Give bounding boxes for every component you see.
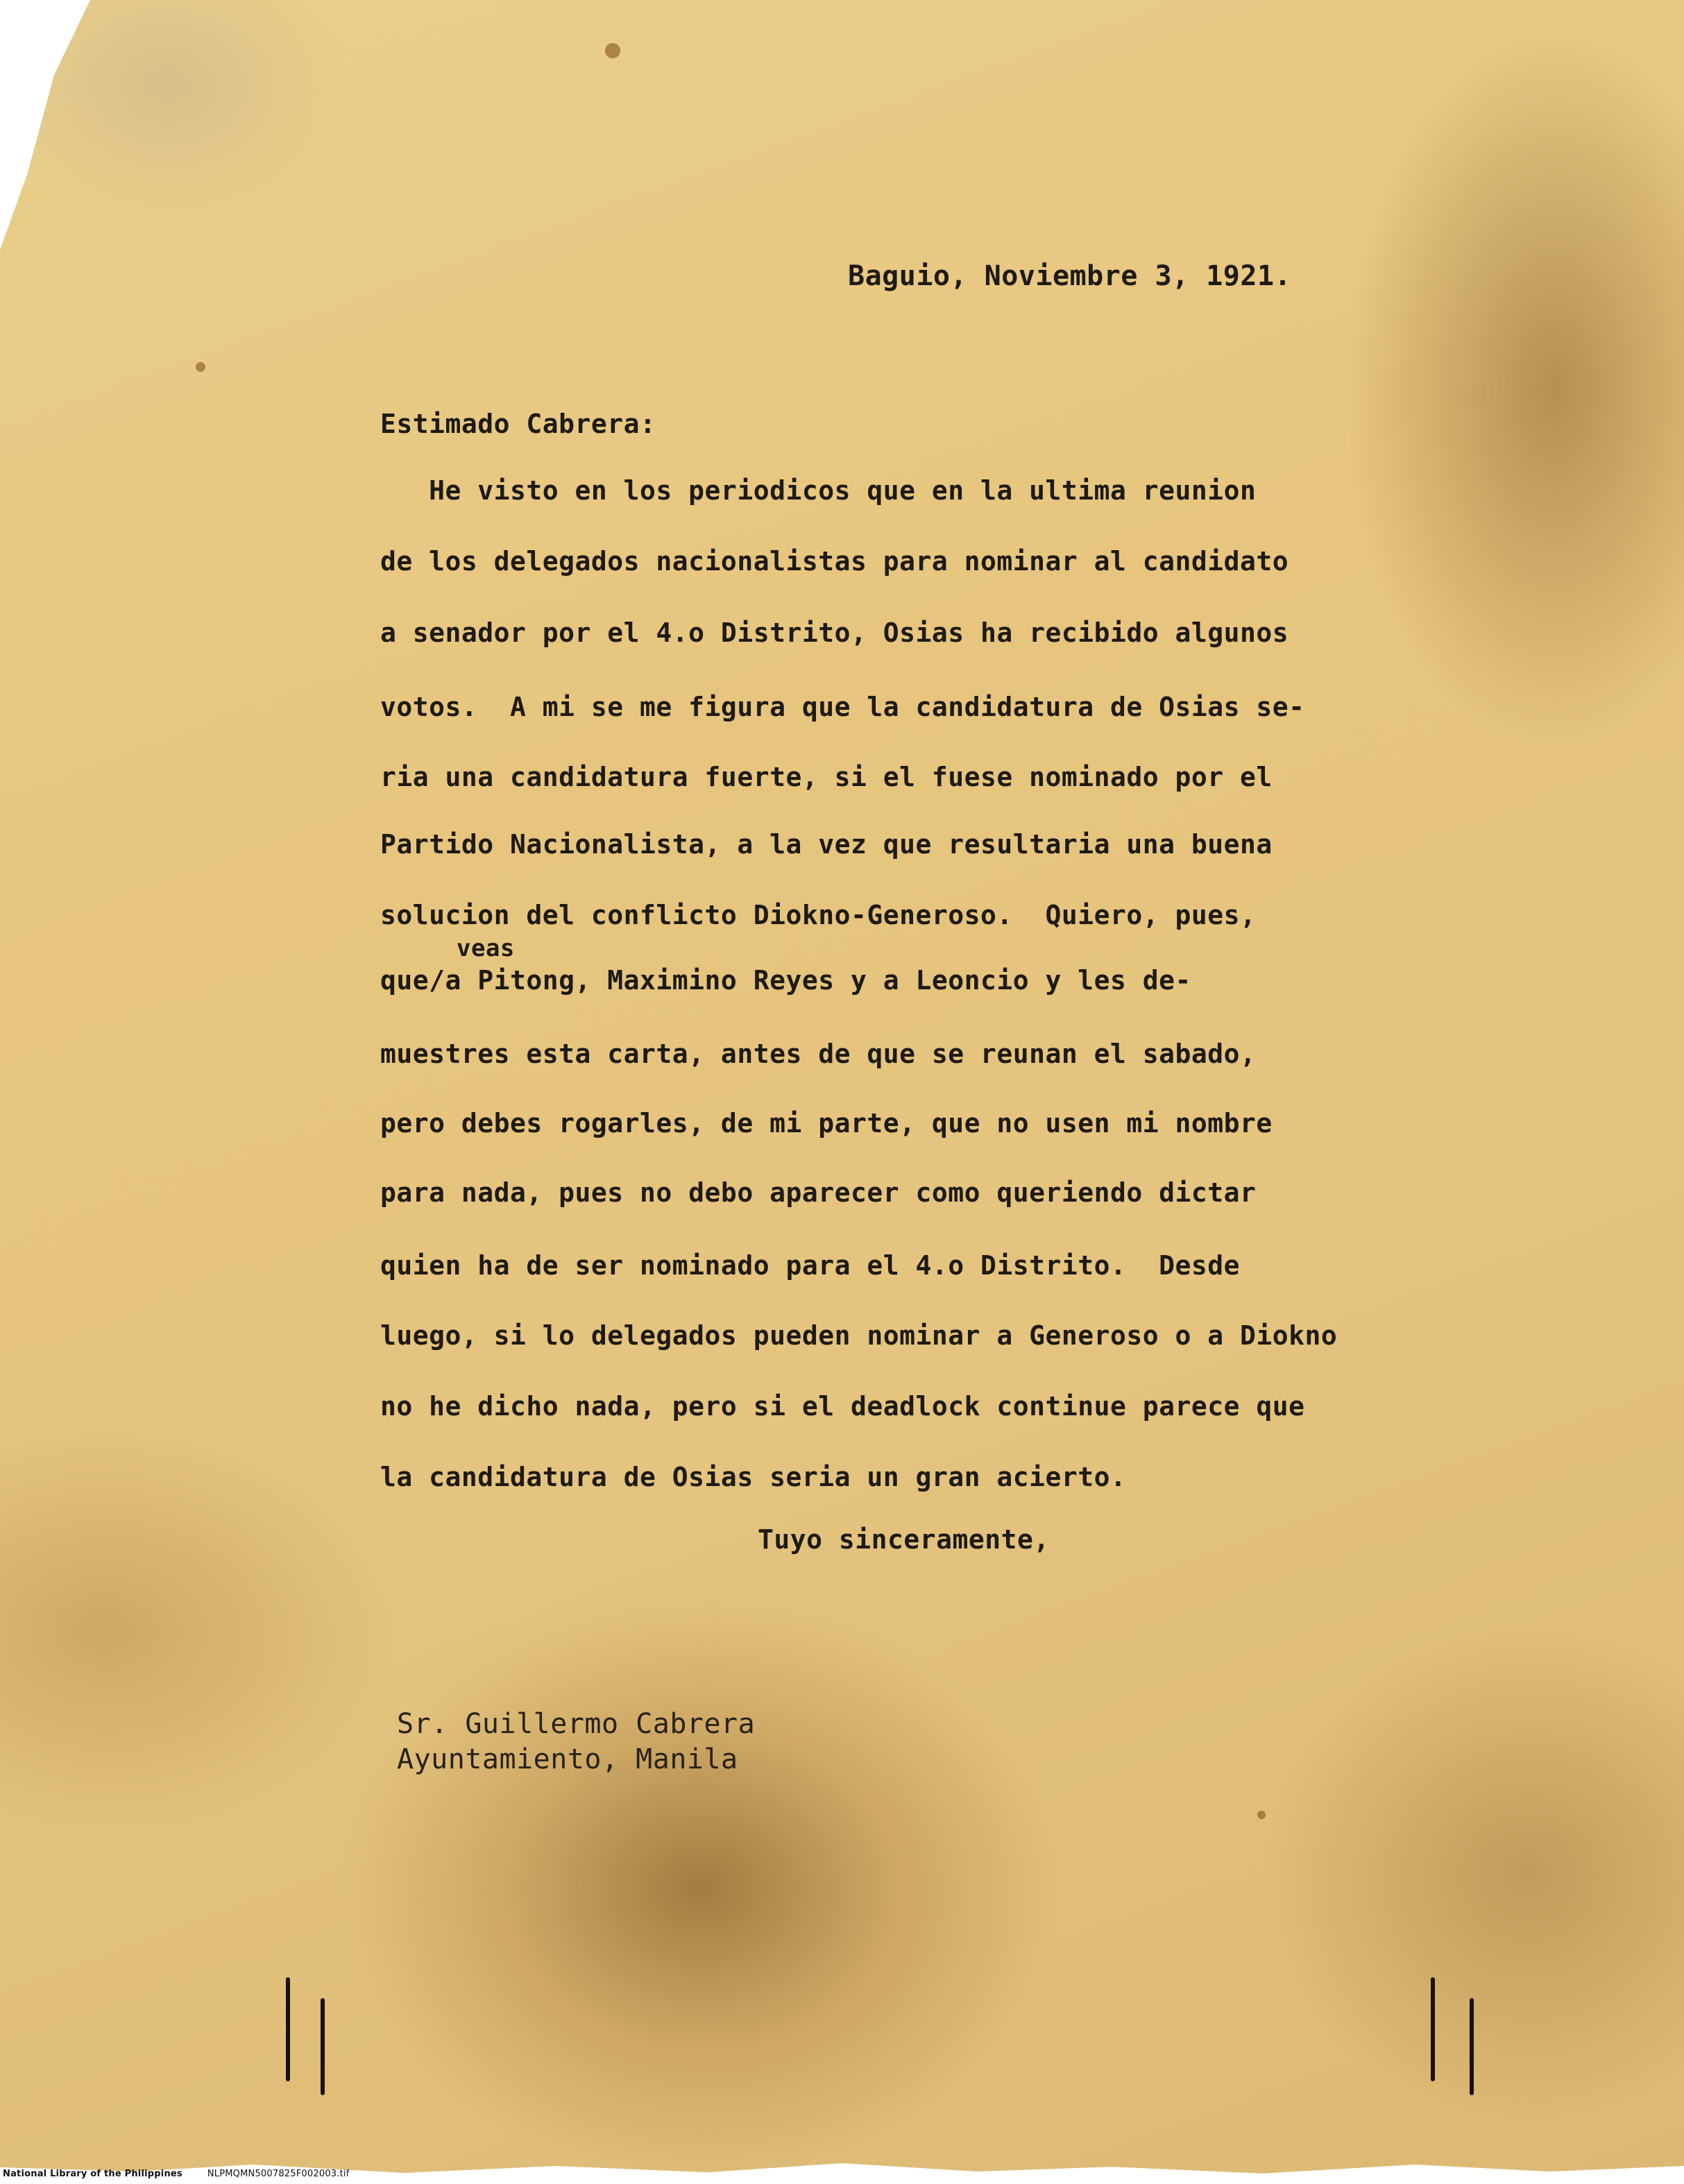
body-line: muestres esta carta, antes de que se reunan el sabado, [380,1039,1257,1069]
body-line: Partido Nacionalista, a la vez que resultaria una buena [380,829,1273,860]
stain-spot [605,43,620,58]
body-line: votos. A mi se me figura que la candidatura de Osias se- [380,692,1305,722]
letter-closing: Tuyo sinceramente, [758,1524,1050,1555]
body-line: la candidatura de Osias seria un gran acierto. [380,1462,1127,1492]
body-line: solucion del conflicto Diokno-Generoso. Quiero, pues, [380,900,1257,930]
letter-salutation: Estimado Cabrera: [380,409,656,439]
letter-date: Baguio, Noviembre 3, 1921. [848,260,1292,292]
stain-spot [196,362,205,372]
body-line: luego, si lo delegados pueden nominar a Generoso o a Diokno [380,1320,1338,1351]
body-line: no he dicho nada, pero si el deadlock continue parece que [380,1391,1305,1422]
body-line: para nada, pues no debo aparecer como queriendo dictar [380,1177,1257,1208]
body-line: ria una candidatura fuerte, si el fuese nominado por el [380,762,1273,792]
torn-corner [0,0,90,250]
body-line: pero debes rogarles, de mi parte, que no usen mi nombre [380,1108,1273,1138]
archive-footer [3,2169,349,2179]
punch-hole-mark [321,1998,325,2095]
recipient-name: Sr. Guillermo Cabrera [397,1708,756,1740]
punch-hole-mark [1431,1977,1435,2081]
stain-spot [1257,1811,1266,1819]
punch-hole-mark [286,1977,290,2081]
body-line: He visto en los periodicos que en la ultima reunion [380,475,1257,506]
body-line: a senador por el 4.o Distrito, Osias ha recibido algunos [380,617,1289,648]
footer-code: NLPMQMN5007825F002003.tif [207,2169,350,2179]
body-line: que/a Pitong, Maximino Reyes y a Leoncio y les de- [380,965,1191,996]
punch-hole-mark [1470,1998,1474,2095]
body-line: quien ha de ser nominado para el 4.o Distrito. Desde [380,1250,1241,1281]
handwritten-insertion: veas [457,935,515,962]
recipient-address: Ayuntamiento, Manila [397,1743,738,1775]
body-line: de los delegados nacionalistas para nominar al candidato [380,546,1289,577]
footer-library: National Library of the Philippines [3,2169,182,2179]
